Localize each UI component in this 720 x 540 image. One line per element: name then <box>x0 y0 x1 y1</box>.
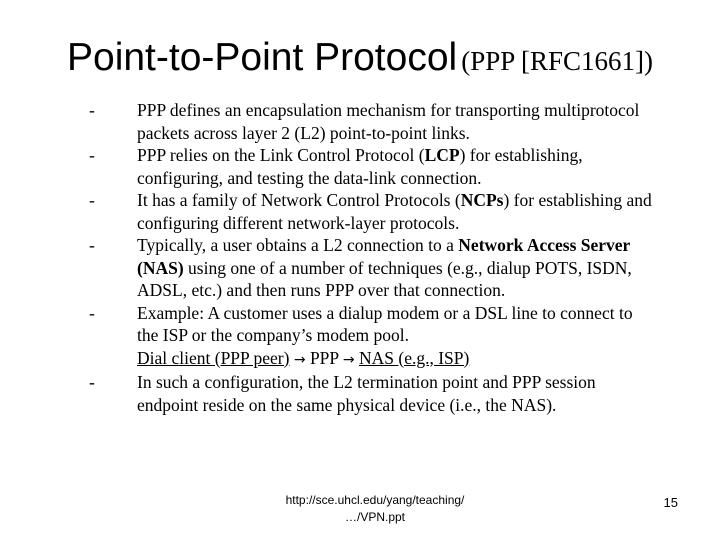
bullet-marker: - <box>89 145 95 165</box>
bullet-text: In such a configuration, the L2 termination point and PPP session endpoint reside on the same physical device (i.e., the NAS). <box>137 372 596 415</box>
flow-right-link: NAS (e.g., ISP) <box>358 347 470 368</box>
bullet-item <box>0 371 657 416</box>
footer-source-url: http://sce.uhcl.edu/yang/teaching/ …/VPN.ppt <box>285 493 465 524</box>
bullet-marker: - <box>89 302 95 323</box>
bullet-text: PPP defines an encapsulation mechanism for transporting multiprotocol packets across layer 2 (L2) point-to-point links. <box>137 100 640 143</box>
bullet-marker: - <box>89 100 95 120</box>
bullet-bold-term: NCPs <box>460 190 504 210</box>
slide-title-main: Point-to-Point Protocol <box>67 36 458 79</box>
bullet-marker: - <box>89 372 95 392</box>
slide-title-subtitle: (PPP [RFC1661]) <box>461 46 653 76</box>
bullet-text: It has a family of Network Control Protocols (NCPs) for establishing and configuring different network-layer protocols. <box>137 190 652 233</box>
bullet-bold-term: Network Access Server (NAS) <box>137 235 630 278</box>
flow-middle: PPP <box>309 347 339 368</box>
slide-title <box>0 36 720 80</box>
right-arrow-icon: → <box>293 351 306 368</box>
bullet-item <box>0 234 657 302</box>
bullet-text: Example: A customer uses a dialup modem or a DSL line to connect to the ISP or the company’s modem pool. Dial client (PPP peer) → PPP → NAS (e.g., ISP) <box>137 302 633 368</box>
right-arrow-icon: → <box>342 351 355 368</box>
bullet-text: Typically, a user obtains a L2 connection to a Network Access Server (NAS) using one of a number of techniques (e.g., dialup POTS, ISDN, ADSL, etc.) and then runs PPP over that connection. <box>137 235 632 300</box>
bullet-item <box>0 99 657 144</box>
bullet-item <box>0 189 657 234</box>
bullet-marker: - <box>89 190 95 210</box>
flow-left-link: Dial client (PPP peer) <box>137 347 290 368</box>
bullet-item <box>0 144 657 189</box>
bullet-bold-term: LCP <box>424 145 460 165</box>
page-number: 15 <box>663 495 678 510</box>
bullet-item <box>0 302 657 372</box>
bullet-list <box>0 99 720 416</box>
bullet-text: PPP relies on the Link Control Protocol (LCP) for establishing, configuring, and testing the data-link connection. <box>137 145 583 188</box>
bullet-marker: - <box>89 235 95 255</box>
